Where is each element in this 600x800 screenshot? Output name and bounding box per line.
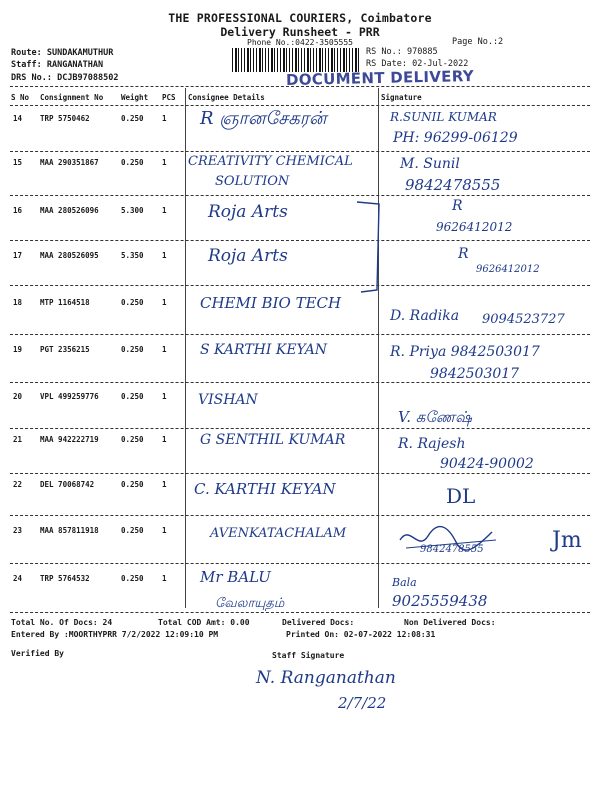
- col-consignee: Consignee Details: [188, 93, 265, 102]
- row-pcs: 1: [162, 526, 167, 535]
- row-signature: Bala: [392, 576, 417, 589]
- row-pcs: 1: [162, 574, 167, 583]
- bracket-mark: [355, 196, 385, 296]
- page-number: Page No.:2: [452, 37, 504, 47]
- row-pcs: 1: [162, 392, 167, 401]
- row-signature: R: [452, 198, 463, 214]
- row-consignee: CHEMI BIO TECH: [200, 294, 342, 312]
- route-value: SUNDAKAMUTHUR: [46, 48, 114, 58]
- row-divider: [10, 382, 590, 383]
- row-divider: [10, 240, 590, 241]
- row-signature: R. Priya 9842503017: [390, 344, 540, 360]
- row-signature: D. Radika: [390, 308, 460, 324]
- row-divider: [10, 473, 590, 474]
- col-signature: Signature: [381, 93, 422, 102]
- row-consignee: G SENTHIL KUMAR: [200, 432, 346, 448]
- row-divider: [10, 285, 590, 286]
- row-divider: [10, 515, 590, 516]
- row-consignee: VISHAN: [198, 392, 258, 408]
- row-signature-phone: PH: 96299-06129: [393, 130, 518, 146]
- row-signature: M. Sunil: [400, 156, 460, 172]
- row-pcs: 1: [162, 158, 167, 167]
- drs-label: DRS No.:: [11, 73, 52, 83]
- row-signature-phone: 9842478555: [420, 544, 484, 555]
- row-consignment: DEL 70068742: [40, 480, 95, 489]
- row-pcs: 1: [162, 345, 167, 354]
- barcode: [232, 48, 360, 72]
- row-pcs: 1: [162, 251, 167, 260]
- row-sno: 23: [13, 526, 23, 535]
- row-weight: 0.250: [121, 114, 144, 123]
- row-signature: DL: [446, 484, 476, 508]
- row-signature-phone: 9094523727: [482, 312, 565, 327]
- row-pcs: 1: [162, 435, 167, 444]
- row-weight: 0.250: [121, 298, 144, 307]
- total-cod-label: Total COD Amt:: [158, 618, 226, 627]
- row-signature-phone: 90424-90002: [440, 456, 534, 472]
- row-sno: 24: [13, 574, 23, 583]
- row-weight: 0.250: [121, 345, 144, 354]
- drs-value: DCJB97088502: [57, 73, 119, 83]
- total-docs-value: 24: [102, 618, 113, 627]
- row-signature: R.SUNIL KUMAR: [390, 110, 497, 124]
- row-consignment: MAA 942222719: [40, 435, 99, 444]
- row-consignment: VPL 499259776: [40, 392, 99, 401]
- row-weight: 0.250: [121, 480, 144, 489]
- row-consignment: TRP 5764532: [40, 574, 90, 583]
- document-delivery-stamp: DOCUMENT DELIVERY: [285, 67, 475, 89]
- row-signature-phone: 9842503017: [430, 366, 520, 382]
- row-divider: [10, 151, 590, 152]
- row-consignee-line2: SOLUTION: [215, 174, 290, 189]
- row-signature-phone: 9025559438: [392, 592, 488, 610]
- row-pcs: 1: [162, 480, 167, 489]
- rs-date-value: 02-Jul-2022: [412, 59, 469, 69]
- staff-value: RANGANATHAN: [46, 60, 104, 70]
- header-bottom-rule: [10, 105, 590, 106]
- row-consignment: PGT 2356215: [40, 345, 90, 354]
- row-sno: 14: [13, 114, 23, 123]
- staff-line: [11, 60, 103, 70]
- row-weight: 0.250: [121, 435, 144, 444]
- col-pcs: PCS: [162, 93, 176, 102]
- non-delivered-docs-label: Non Delivered Docs:: [404, 618, 496, 627]
- row-signature: R. Rajesh: [398, 436, 466, 452]
- total-cod: [158, 618, 250, 627]
- row-consignee: Roja Arts: [208, 246, 288, 266]
- entered-by: Entered By :MOORTHYPRR 7/2/2022 12:09:10 PM: [11, 630, 219, 639]
- rs-no-label: RS No.:: [366, 47, 402, 57]
- row-pcs: 1: [162, 298, 167, 307]
- table-bottom-rule: [10, 612, 590, 613]
- rs-date-label: RS Date:: [366, 59, 407, 69]
- row-signature: R: [458, 246, 469, 262]
- row-sno: 15: [13, 158, 23, 167]
- staff-signature-date: 2/7/22: [338, 694, 387, 712]
- row-consignment: MAA 280526095: [40, 251, 99, 260]
- row-weight: 5.350: [121, 251, 144, 260]
- row-consignee: S KARTHI KEYAN: [200, 342, 328, 358]
- row-divider: [10, 334, 590, 335]
- col-weight: Weight: [121, 93, 149, 102]
- row-signature-phone: 9626412012: [436, 220, 513, 234]
- printed-on: Printed On: 02-07-2022 12:08:31: [286, 630, 436, 639]
- consignee-column-rule: [185, 88, 186, 608]
- verified-by-label: Verified By: [11, 649, 64, 658]
- row-sno: 18: [13, 298, 23, 307]
- row-pcs: 1: [162, 114, 167, 123]
- row-consignment: TRP 5750462: [40, 114, 90, 123]
- row-sno: 21: [13, 435, 23, 444]
- row-consignee: C. KARTHI KEYAN: [194, 480, 336, 498]
- row-consignment: MAA 857811918: [40, 526, 99, 535]
- row-consignee: Mr BALU: [200, 568, 271, 586]
- row-pcs: 1: [162, 206, 167, 215]
- col-sno: S No: [11, 93, 30, 102]
- row-weight: 0.250: [121, 574, 144, 583]
- row-consignee: CREATIVITY CHEMICAL: [188, 154, 353, 169]
- row-signature-phone: V. கணேஷ்: [398, 408, 472, 426]
- row-consignee-line2: வேலாயுதம்: [215, 596, 285, 611]
- row-sno: 19: [13, 345, 23, 354]
- row-signature-phone: 9626412012: [476, 264, 540, 275]
- total-docs: [11, 618, 112, 627]
- row-weight: 0.250: [121, 158, 144, 167]
- runsheet-title: THE PROFESSIONAL COURIERS, Coimbatore: [168, 11, 432, 25]
- route-label: Route:: [11, 48, 42, 58]
- row-consignee: R ஞானசேகரன்: [200, 108, 327, 129]
- row-consignment: MAA 290351867: [40, 158, 99, 167]
- total-docs-label: Total No. Of Docs:: [11, 618, 98, 627]
- row-sno: 16: [13, 206, 23, 215]
- staff-handwritten-signature: N. Ranganathan: [256, 668, 396, 688]
- rs-no-line: [366, 47, 438, 57]
- row-weight: 0.250: [121, 526, 144, 535]
- drs-line: [11, 73, 119, 83]
- row-divider: [10, 428, 590, 429]
- header-top-rule: [10, 86, 590, 87]
- col-consignment: Consignment No: [40, 93, 104, 102]
- phone-number: Phone No.:0422-3505555: [247, 38, 353, 47]
- delivered-docs-label: Delivered Docs:: [282, 618, 355, 627]
- row-divider: [10, 195, 590, 196]
- row-signature-phone: 9842478555: [405, 176, 501, 194]
- row-sno: 20: [13, 392, 23, 401]
- staff-signature-label: Staff Signature: [272, 651, 345, 660]
- row-consignee: AVENKATACHALAM: [210, 526, 347, 541]
- row-consignment: MAA 280526096: [40, 206, 99, 215]
- rs-no-value: 970885: [406, 47, 438, 57]
- total-cod-value: 0.00: [230, 618, 250, 627]
- margin-initial-mark: Jm: [552, 528, 582, 553]
- row-consignee: Roja Arts: [208, 202, 288, 222]
- row-sno: 17: [13, 251, 23, 260]
- row-consignment: MTP 1164518: [40, 298, 90, 307]
- row-sno: 22: [13, 480, 23, 489]
- row-weight: 0.250: [121, 392, 144, 401]
- runsheet-subtitle: Delivery Runsheet - PRR: [220, 25, 380, 39]
- row-weight: 5.300: [121, 206, 144, 215]
- staff-label: Staff:: [11, 60, 42, 70]
- signature-column-rule: [378, 88, 379, 608]
- route-line: [11, 48, 113, 58]
- row-divider: [10, 563, 590, 564]
